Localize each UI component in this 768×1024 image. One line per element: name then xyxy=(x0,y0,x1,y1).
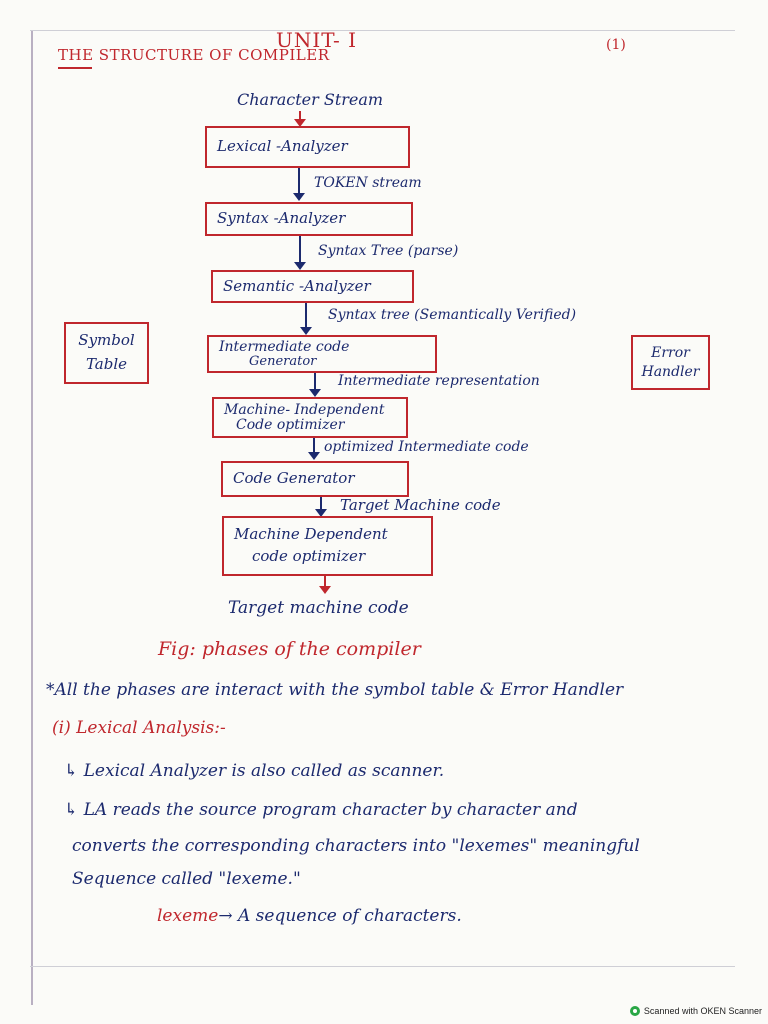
arrow-5 xyxy=(313,438,315,458)
error-handler-line2: Handler xyxy=(641,363,700,380)
scanner-logo-icon xyxy=(630,1006,640,1016)
stage-output-1: TOKEN stream xyxy=(314,175,422,191)
symbol-table-box xyxy=(64,322,149,384)
definition-term: lexeme xyxy=(157,906,219,926)
stage-label-line2: code optimizer xyxy=(252,547,366,565)
phases-note: *All the phases are interact with the symbol table & Error Handler xyxy=(46,680,624,700)
stage-box-intermediate xyxy=(207,335,437,373)
stage-box-lexical xyxy=(205,126,410,168)
stage-output-5: optimized Intermediate code xyxy=(324,439,529,455)
stage-output-3: Syntax tree (Semantically Verified) xyxy=(328,307,577,323)
title-underline xyxy=(58,67,92,69)
top-rule xyxy=(30,30,735,31)
stage-output-6: Target Machine code xyxy=(340,496,501,514)
arrow-2 xyxy=(299,236,301,268)
arrow-0 xyxy=(299,111,301,125)
definition-text: A sequence of characters. xyxy=(237,906,462,926)
stage-box-syntax xyxy=(205,202,413,236)
stage-box-codegen xyxy=(221,461,409,497)
flow-input: Character Stream xyxy=(237,90,384,109)
definition-line xyxy=(157,908,462,925)
stage-label-line2: Code optimizer xyxy=(236,416,345,433)
stage-output-2: Syntax Tree (parse) xyxy=(318,243,459,259)
scanner-watermark xyxy=(630,1006,762,1016)
point-2-cont-1: converts the corresponding characters into "lexemes" meaningful xyxy=(72,836,640,856)
definition-arrow: → xyxy=(218,906,233,926)
margin-line xyxy=(31,30,33,1005)
stage-label: Semantic -Analyzer xyxy=(223,276,371,295)
error-handler-line1: Error xyxy=(651,344,690,361)
stage-label: Syntax -Analyzer xyxy=(217,209,346,228)
stage-label: Code Generator xyxy=(233,469,355,488)
scanner-text: Scanned with OKEN Scanner xyxy=(643,1006,762,1016)
bottom-rule xyxy=(30,966,735,967)
point-1: ↳ Lexical Analyzer is also called as scanner. xyxy=(64,761,445,781)
arrow-3 xyxy=(305,303,307,333)
symbol-table-line2: Table xyxy=(85,355,128,373)
page-number: (1) xyxy=(606,37,626,53)
flow-output: Target machine code xyxy=(228,598,409,618)
arrow-1 xyxy=(298,168,300,199)
point-2: ↳ LA reads the source program character by character and xyxy=(64,800,578,820)
stage-label-line1: Machine Dependent xyxy=(234,525,388,544)
stage-output-4: Intermediate representation xyxy=(338,373,540,389)
symbol-table-line1: Symbol xyxy=(78,331,135,350)
stage-box-md-optimizer xyxy=(222,516,433,576)
arrow-4 xyxy=(314,373,316,395)
error-handler-box xyxy=(631,335,710,390)
stage-label-line2: Generator xyxy=(249,353,317,369)
stage-label: Lexical -Analyzer xyxy=(217,137,348,156)
section-title: THE STRUCTURE OF COMPILER xyxy=(58,46,330,64)
arrow-6 xyxy=(320,497,322,515)
stage-label-line1: Machine- Independent xyxy=(224,401,385,418)
point-2-cont-2: Sequence called "lexeme." xyxy=(72,869,301,889)
subsection-heading: (i) Lexical Analysis:- xyxy=(52,718,226,738)
stage-label-line1: Intermediate code xyxy=(219,338,350,355)
stage-box-mi-optimizer xyxy=(212,397,408,438)
stage-box-semantic xyxy=(211,270,414,303)
arrow-7 xyxy=(324,576,326,592)
unit-heading: UNIT- I xyxy=(276,28,358,52)
figure-caption: Fig: phases of the compiler xyxy=(158,638,421,660)
